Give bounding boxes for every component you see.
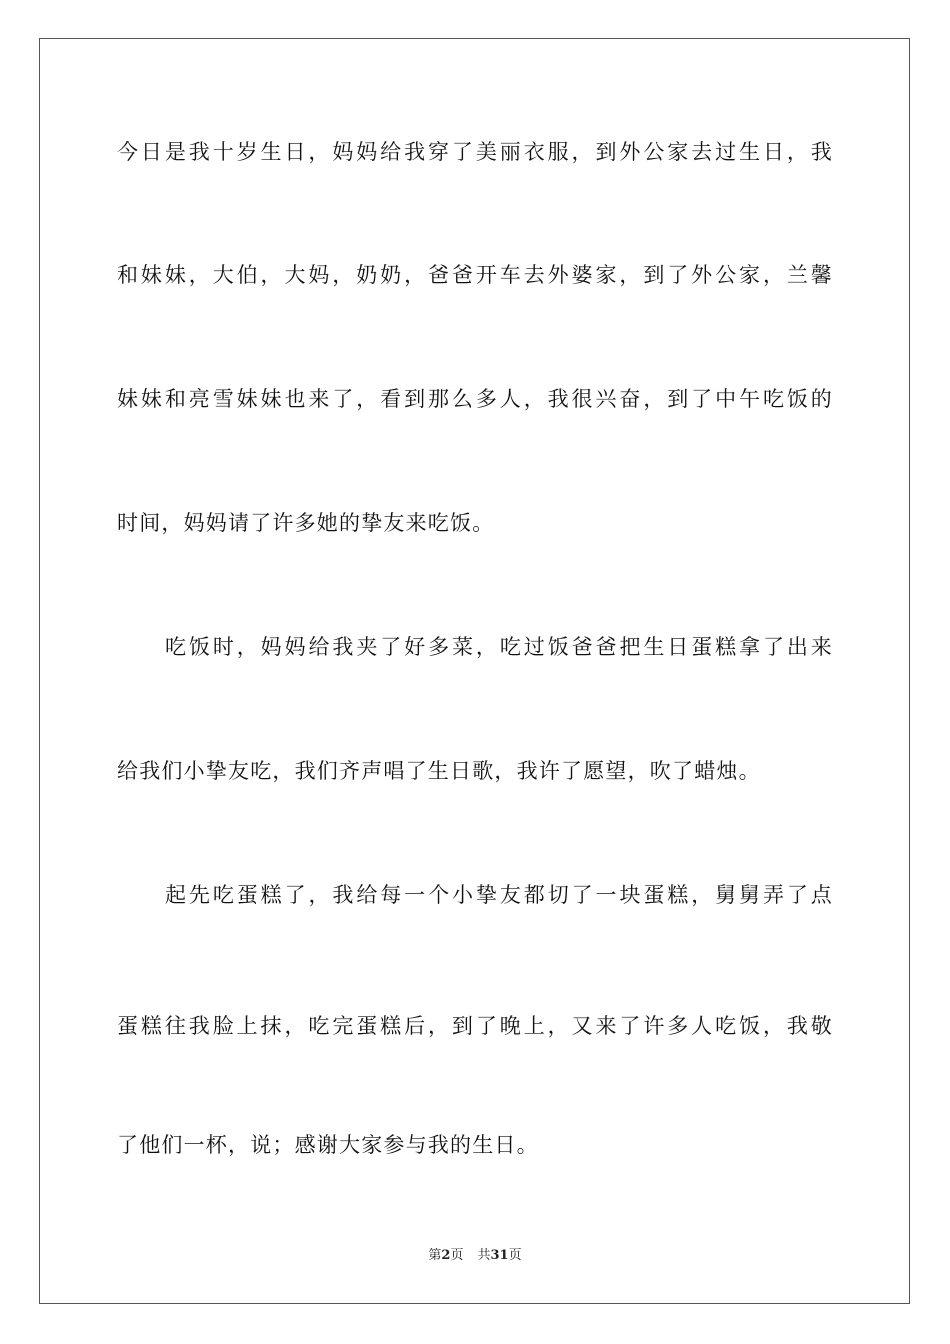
page-footer	[0, 1247, 950, 1265]
page-prefix: 第	[428, 1248, 442, 1263]
paragraph-3-line-1: 起先吃蛋糕了，我给每一个小挚友都切了一块蛋糕，舅舅弄了点	[165, 883, 833, 907]
paragraph-1-line-3: 妹妹和亮雪妹妹也来了，看到那么多人，我很兴奋，到了中午吃饭的	[117, 387, 833, 411]
page-suffix: 页	[450, 1248, 464, 1263]
paragraph-2-line-2: 给我们小挚友吃，我们齐声唱了生日歌，我许了愿望，吹了蜡烛。	[117, 759, 761, 783]
paragraph-1-line-2: 和妹妹，大伯，大妈，奶奶，爸爸开车去外婆家，到了外公家，兰馨	[117, 263, 833, 287]
paragraph-1-line-4: 时间，妈妈请了许多她的挚友来吃饭。	[117, 511, 495, 535]
total-pages: 31	[490, 1248, 509, 1263]
total-suffix: 页	[508, 1248, 522, 1263]
page-frame	[39, 38, 910, 1304]
paragraph-1-line-1: 今日是我十岁生日，妈妈给我穿了美丽衣服，到外公家去过生日，我	[117, 140, 833, 164]
page-number: 2	[441, 1248, 451, 1263]
paragraph-3-line-2: 蛋糕往我脸上抹，吃完蛋糕后，到了晚上，又来了许多人吃饭，我敬	[117, 1014, 833, 1038]
total-prefix: 共	[477, 1248, 491, 1263]
paragraph-3-line-3: 了他们一杯，说；感谢大家参与我的生日。	[117, 1133, 539, 1157]
paragraph-2-line-1: 吃饭时，妈妈给我夹了好多菜，吃过饭爸爸把生日蛋糕拿了出来	[165, 635, 833, 659]
